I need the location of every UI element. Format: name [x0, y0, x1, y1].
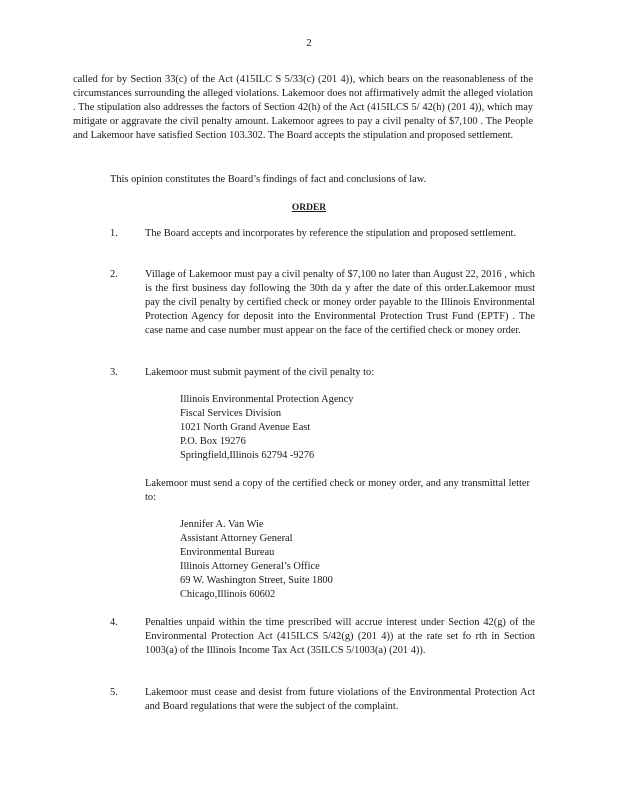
address-line: 69 W. Washington Street, Suite 1800 [180, 575, 333, 586]
opening-paragraph: called for by Section 33(c) of the Act (415ILC S 5/33(c) (201 4)), which bears on the reasonableness of the circumstances surrounding the alleged violations. Lakemoor does not affirmatively admit the alleged violation . The stipulation also addresses the factors of Section 42(h) of the Act (415ILCS 5/ 42(h) (201 4)), which may mitigate or aggravate the civil penalty amount. Lakemoor agrees to pay a civil penalty of $7,100 . The People and Lakemoor have satisfied Section 103.302. The Board accepts the stipulation and proposed settlement. [73, 74, 533, 141]
copy-instruction: Lakemoor must send a copy of the certified check or money order, and any transmittal letter to: [145, 478, 530, 503]
attorney-address [180, 518, 430, 602]
address-line: Environmental Bureau [180, 547, 275, 558]
opinion-statement: This opinion constitutes the Board’s findings of fact and conclusions of law. [110, 174, 427, 185]
order-item-number: 1. [110, 228, 118, 239]
page-number: 2 [306, 37, 312, 49]
order-item-number: 5. [110, 687, 118, 698]
order-item-number: 4. [110, 617, 118, 628]
order-item-text: Lakemoor must submit payment of the civil penalty to: [145, 367, 375, 378]
order-item-text: The Board accepts and incorporates by reference the stipulation and proposed settlement. [145, 228, 517, 239]
address-line: Assistant Attorney General [180, 533, 293, 544]
address-line: Fiscal Services Division [180, 408, 282, 419]
order-item-text: Penalties unpaid within the time prescribed will accrue interest under Section 42(g) of the Environmental Protection Act (415ILCS 5/42(g) (201 4)) at the rate set fo rth in Section 1003(a) of the Illinois Income Tax Act (35ILCS 5/1003(a) (201 4)). [145, 617, 535, 656]
address-line: Jennifer A. Van Wie [180, 519, 264, 530]
order-item-text: Village of Lakemoor must pay a civil penalty of $7,100 no later than August 22, 2016 , which is the first business day following the 30th da y after the date of this order.Lakemoor must pay the civil penalty by certified check or money order payable to the Illinois Environmental Protection Agency for deposit into the Environmental Protection Trust Fund (EPTF) . The case name and case number must appear on the face of the certified check or money order. [145, 269, 535, 336]
address-line: P.O. Box 19276 [180, 436, 246, 447]
order-item-text: Lakemoor must cease and desist from future violations of the Environmental Protection Act and Board regulations that were the subject of the complaint. [145, 687, 535, 712]
order-heading-text: ORDER [291, 203, 327, 213]
address-line: Illinois Environmental Protection Agency [180, 394, 354, 405]
address-line: 1021 North Grand Avenue East [180, 422, 311, 433]
payment-address [180, 393, 430, 463]
order-item-number: 3. [110, 367, 118, 378]
address-line: Springfield,Illinois 62794 -9276 [180, 450, 315, 461]
address-line: Illinois Attorney General’s Office [180, 561, 320, 572]
order-heading [0, 201, 618, 215]
address-line: Chicago,Illinois 60602 [180, 589, 276, 600]
order-item-number: 2. [110, 269, 118, 280]
